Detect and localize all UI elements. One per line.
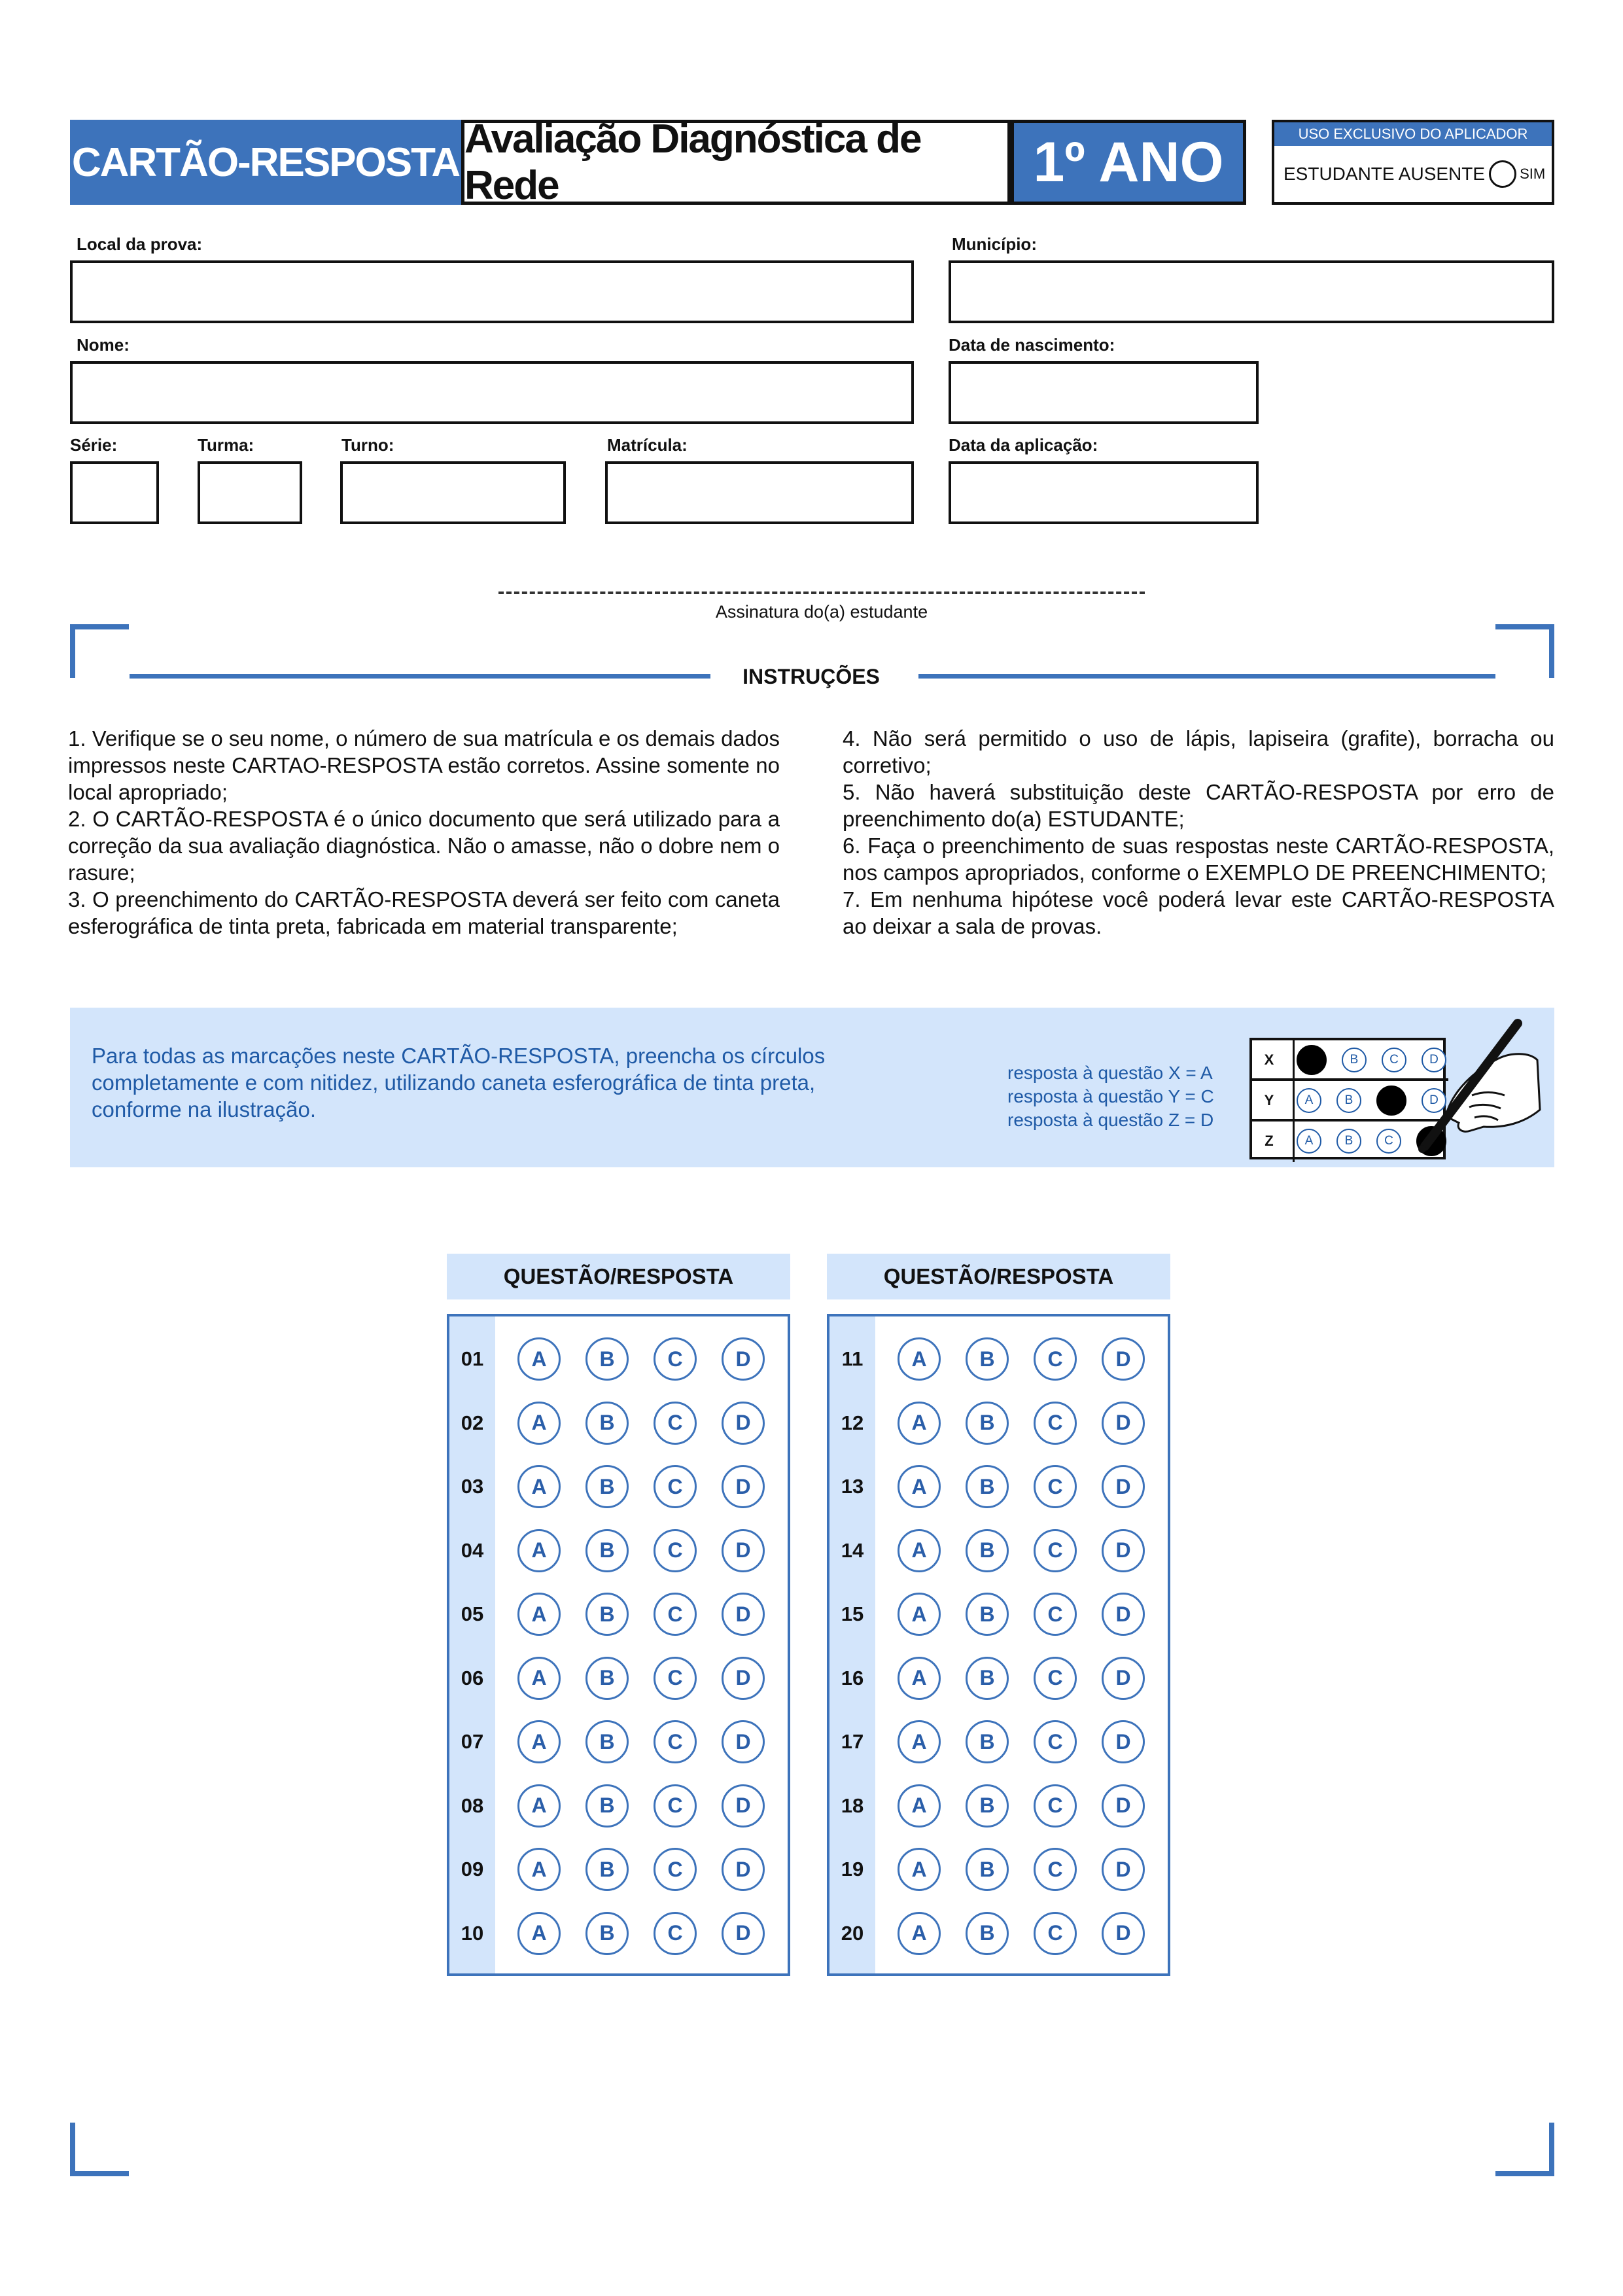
answer-bubble-c[interactable]: C <box>1034 1784 1077 1828</box>
answer-bubble-c[interactable]: C <box>654 1529 697 1572</box>
answer-bubble-c[interactable]: C <box>1034 1529 1077 1572</box>
aplicacao-field[interactable] <box>949 461 1259 524</box>
example-bubble: A <box>1297 1088 1321 1113</box>
answer-bubble-d[interactable]: D <box>722 1912 765 1955</box>
question-row <box>449 1911 765 1956</box>
municipio-field[interactable] <box>949 260 1554 323</box>
answer-header-left: QUESTÃO/RESPOSTA <box>447 1254 790 1299</box>
example-row-label: X <box>1264 1051 1274 1068</box>
fill-instruction-text: Para todas as marcações neste CARTÃO-RESPOSTA, preencha os círculos completamente e com nitidez, utilizando caneta esferográfica de tinta preta, conforme na ilustração. <box>92 1044 826 1122</box>
question-number: 17 <box>841 1730 864 1753</box>
question-number: 11 <box>841 1347 864 1370</box>
question-row <box>829 1336 1145 1382</box>
question-number: 07 <box>461 1730 484 1753</box>
grade-year: 1º ANO <box>1011 120 1246 205</box>
corner-marker-bottom-left <box>70 2123 129 2176</box>
question-row <box>449 1655 765 1701</box>
nome-field[interactable] <box>70 361 914 424</box>
answer-bubble-d[interactable]: D <box>1102 1784 1145 1828</box>
question-row <box>829 1783 1145 1829</box>
question-row <box>449 1783 765 1829</box>
instructions-rule-left <box>130 674 710 679</box>
question-row <box>829 1846 1145 1892</box>
signature-line[interactable] <box>498 592 1145 594</box>
absent-label: ESTUDANTE AUSENTE <box>1283 164 1486 184</box>
turno-field[interactable] <box>340 461 566 524</box>
answer-bubble-c[interactable]: C <box>1034 1720 1077 1763</box>
instructions-left-text: 1. Verifique se o seu nome, o número de sua matrícula e os demais dados impressos neste CARTAO-RESPOSTA estão corretos. Assine somente no local apropriado; 2. O CARTÃO-RESPOSTA é o único documento que será utilizado para a correção da sua avaliação diagnóstica. Não o amasse, não o dobre nem o rasure; 3. O preenchimento do CARTÃO-RESPOSTA deverá ser feito com caneta esferográfica de tinta preta, fabricada em material transparente; <box>68 726 780 938</box>
example-bubble: C <box>1382 1048 1406 1072</box>
example-line-x: resposta à questão X = A <box>1007 1063 1213 1083</box>
applicator-box <box>1272 120 1554 205</box>
answer-bubble-c[interactable]: C <box>1034 1848 1077 1891</box>
question-row <box>449 1719 765 1765</box>
question-row <box>449 1846 765 1892</box>
answer-bubble-a[interactable]: A <box>517 1402 561 1445</box>
answer-bubble-a[interactable]: A <box>898 1848 941 1891</box>
answer-bubble-c[interactable]: C <box>654 1593 697 1636</box>
answer-bubble-d[interactable]: D <box>722 1529 765 1572</box>
example-row-label: Y <box>1264 1091 1274 1108</box>
question-row <box>449 1464 765 1510</box>
example-bubble: C <box>1376 1129 1401 1154</box>
example-bubble <box>1297 1045 1327 1075</box>
answer-bubble-a[interactable]: A <box>898 1337 941 1381</box>
answer-bubble-b[interactable]: B <box>966 1784 1009 1828</box>
question-number: 05 <box>461 1602 484 1625</box>
answer-bubble-b[interactable]: B <box>966 1912 1009 1955</box>
question-row <box>829 1464 1145 1510</box>
example-bubble <box>1376 1086 1406 1116</box>
answer-bubble-b[interactable]: B <box>585 1593 629 1636</box>
local-field[interactable] <box>70 260 914 323</box>
signature-label: Assinatura do(a) estudante <box>715 602 928 622</box>
answer-bubble-a[interactable]: A <box>898 1465 941 1508</box>
example-bubble: A <box>1297 1129 1321 1154</box>
question-row <box>449 1591 765 1637</box>
answer-bubble-a[interactable]: A <box>898 1912 941 1955</box>
answer-bubble-a[interactable]: A <box>517 1337 561 1381</box>
answer-bubble-d[interactable]: D <box>1102 1720 1145 1763</box>
example-row-label: Z <box>1265 1132 1274 1149</box>
question-row <box>449 1400 765 1446</box>
question-number: 18 <box>841 1793 864 1817</box>
answer-grid-right <box>827 1314 1170 1976</box>
serie-label: Série: <box>70 435 118 455</box>
answer-bubble-c[interactable]: C <box>1034 1402 1077 1445</box>
answer-bubble-b[interactable]: B <box>585 1848 629 1891</box>
answer-bubble-b[interactable]: B <box>585 1657 629 1700</box>
absent-bubble[interactable] <box>1489 160 1516 188</box>
answer-bubble-d[interactable]: D <box>722 1848 765 1891</box>
answer-bubble-b[interactable]: B <box>585 1402 629 1445</box>
corner-marker-top-right <box>1495 624 1554 678</box>
answer-bubble-b[interactable]: B <box>966 1593 1009 1636</box>
answer-bubble-b[interactable]: B <box>585 1337 629 1381</box>
aplicacao-label: Data da aplicação: <box>949 435 1098 455</box>
answer-bubble-b[interactable]: B <box>966 1465 1009 1508</box>
answer-bubble-a[interactable]: A <box>517 1848 561 1891</box>
answer-bubble-c[interactable]: C <box>654 1465 697 1508</box>
question-number: 10 <box>461 1921 484 1945</box>
example-answers <box>1007 1061 1230 1132</box>
answer-bubble-b[interactable]: B <box>585 1912 629 1955</box>
corner-marker-top-left <box>70 624 129 678</box>
question-number: 06 <box>461 1666 484 1689</box>
answer-bubble-d[interactable]: D <box>1102 1912 1145 1955</box>
answer-bubble-a[interactable]: A <box>517 1657 561 1700</box>
question-row <box>829 1400 1145 1446</box>
example-bubble: D <box>1422 1048 1446 1072</box>
answer-bubble-d[interactable]: D <box>1102 1848 1145 1891</box>
corner-marker-bottom-right <box>1495 2123 1554 2176</box>
instructions-rule-right <box>918 674 1495 679</box>
answer-bubble-d[interactable]: D <box>1102 1593 1145 1636</box>
question-number: 02 <box>461 1411 484 1434</box>
question-row <box>449 1528 765 1574</box>
question-number: 19 <box>841 1858 864 1881</box>
answer-bubble-b[interactable]: B <box>585 1784 629 1828</box>
answer-bubble-a[interactable]: A <box>517 1784 561 1828</box>
question-number: 16 <box>841 1666 864 1689</box>
answer-bubble-b[interactable]: B <box>585 1720 629 1763</box>
local-label: Local da prova: <box>77 234 203 254</box>
answer-bubble-d[interactable]: D <box>722 1657 765 1700</box>
answer-bubble-b[interactable]: B <box>966 1529 1009 1572</box>
answer-bubble-a[interactable]: A <box>898 1402 941 1445</box>
instructions-left <box>68 725 780 940</box>
question-row <box>829 1528 1145 1574</box>
answer-bubble-b[interactable]: B <box>966 1337 1009 1381</box>
nascimento-field[interactable] <box>949 361 1259 424</box>
question-row <box>449 1336 765 1382</box>
answer-bubble-d[interactable]: D <box>722 1402 765 1445</box>
answer-bubble-c[interactable]: C <box>1034 1465 1077 1508</box>
instructions-right <box>843 725 1554 940</box>
question-row <box>829 1655 1145 1701</box>
example-bubble: D <box>1422 1088 1446 1113</box>
answer-bubble-d[interactable]: D <box>1102 1529 1145 1572</box>
pen-hand-icon <box>1406 1018 1544 1166</box>
question-number: 08 <box>461 1793 484 1817</box>
answer-bubble-c[interactable]: C <box>654 1720 697 1763</box>
example-bubble: B <box>1336 1088 1361 1113</box>
answer-bubble-c[interactable]: C <box>654 1337 697 1381</box>
question-row <box>829 1591 1145 1637</box>
answer-grid-left <box>447 1314 790 1976</box>
applicator-label: USO EXCLUSIVO DO APLICADOR <box>1274 122 1552 146</box>
answer-bubble-a[interactable]: A <box>517 1912 561 1955</box>
question-number: 04 <box>461 1538 484 1562</box>
answer-bubble-a[interactable]: A <box>517 1593 561 1636</box>
answer-header-right: QUESTÃO/RESPOSTA <box>827 1254 1170 1299</box>
answer-bubble-c[interactable]: C <box>654 1912 697 1955</box>
answer-bubble-b[interactable]: B <box>966 1657 1009 1700</box>
answer-bubble-c[interactable]: C <box>654 1402 697 1445</box>
question-number: 20 <box>841 1921 864 1945</box>
answer-bubble-d[interactable]: D <box>722 1465 765 1508</box>
example-line-z: resposta à questão Z = D <box>1007 1110 1214 1130</box>
question-row <box>829 1911 1145 1956</box>
instructions-title: INSTRUÇÕES <box>742 665 880 688</box>
answer-bubble-c[interactable]: C <box>654 1784 697 1828</box>
answer-bubble-c[interactable]: C <box>1034 1657 1077 1700</box>
turma-label: Turma: <box>198 435 254 455</box>
answer-bubble-d[interactable]: D <box>722 1593 765 1636</box>
example-bubble: B <box>1342 1048 1367 1072</box>
answer-bubble-d[interactable]: D <box>722 1337 765 1381</box>
municipio-label: Município: <box>952 234 1037 254</box>
answer-bubble-d[interactable]: D <box>1102 1465 1145 1508</box>
question-number: 01 <box>461 1347 484 1370</box>
answer-bubble-b[interactable]: B <box>585 1465 629 1508</box>
answer-bubble-a[interactable]: A <box>517 1529 561 1572</box>
serie-field[interactable] <box>70 461 159 524</box>
answer-bubble-a[interactable]: A <box>898 1657 941 1700</box>
answer-bubble-a[interactable]: A <box>517 1720 561 1763</box>
answer-bubble-c[interactable]: C <box>1034 1337 1077 1381</box>
answer-bubble-b[interactable]: B <box>966 1720 1009 1763</box>
answer-bubble-d[interactable]: D <box>1102 1337 1145 1381</box>
absent-sim-label: SIM <box>1520 166 1546 182</box>
answer-bubble-c[interactable]: C <box>654 1657 697 1700</box>
matricula-label: Matrícula: <box>607 435 688 455</box>
question-number: 12 <box>841 1411 864 1434</box>
answer-bubble-c[interactable]: C <box>1034 1593 1077 1636</box>
answer-bubble-b[interactable]: B <box>966 1848 1009 1891</box>
answer-bubble-a[interactable]: A <box>898 1720 941 1763</box>
matricula-field[interactable] <box>605 461 914 524</box>
question-number: 15 <box>841 1602 864 1625</box>
nome-label: Nome: <box>77 335 130 355</box>
turno-label: Turno: <box>341 435 394 455</box>
answer-bubble-a[interactable]: A <box>517 1465 561 1508</box>
turma-field[interactable] <box>198 461 302 524</box>
question-number: 03 <box>461 1475 484 1498</box>
nascimento-label: Data de nascimento: <box>949 335 1115 355</box>
answer-bubble-d[interactable]: D <box>1102 1402 1145 1445</box>
answer-bubble-d[interactable]: D <box>722 1784 765 1828</box>
question-row <box>829 1719 1145 1765</box>
example-bubble: B <box>1336 1129 1361 1154</box>
question-number: 13 <box>841 1475 864 1498</box>
answer-bubble-d[interactable]: D <box>722 1720 765 1763</box>
answer-bubble-c[interactable]: C <box>1034 1912 1077 1955</box>
answer-bubble-a[interactable]: A <box>898 1593 941 1636</box>
answer-bubble-b[interactable]: B <box>966 1402 1009 1445</box>
answer-bubble-c[interactable]: C <box>654 1848 697 1891</box>
answer-bubble-a[interactable]: A <box>898 1784 941 1828</box>
exam-subtitle: Avaliação Diagnóstica de Rede <box>461 120 1011 205</box>
answer-bubble-b[interactable]: B <box>585 1529 629 1572</box>
answer-bubble-a[interactable]: A <box>898 1529 941 1572</box>
example-line-y: resposta à questão Y = C <box>1007 1086 1214 1106</box>
question-number: 09 <box>461 1858 484 1881</box>
card-title: CARTÃO-RESPOSTA <box>70 120 461 205</box>
instructions-right-text: 4. Não será permitido o uso de lápis, lapiseira (grafite), borracha ou corretivo; 5. Não haverá substituição deste CARTÃO-RESPOSTA por erro de preenchimento do(a) ESTUDANTE; 6. Faça o preenchimento de suas respostas neste CARTÃO-RESPOSTA, nos campos apropriados, conforme o EXEMPLO DE PREENCHIMENTO; 7. Em nenhuma hipótese você poderá levar este CARTÃO-RESPOSTA ao deixar a sala de provas. <box>843 726 1554 938</box>
answer-bubble-d[interactable]: D <box>1102 1657 1145 1700</box>
question-number: 14 <box>841 1538 864 1562</box>
